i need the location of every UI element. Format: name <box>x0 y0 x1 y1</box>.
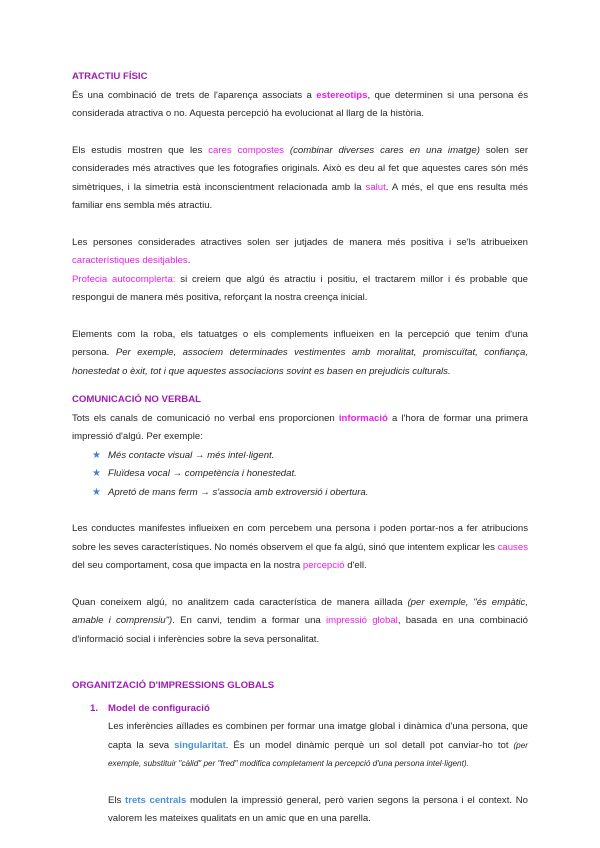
list-item <box>92 447 528 466</box>
paragraph <box>108 718 528 774</box>
highlight-term: Profecia autocomplerta: <box>72 273 176 285</box>
text: d'ell. <box>344 560 367 571</box>
highlight-term: salut <box>365 181 386 193</box>
numbered-list <box>72 700 528 829</box>
text: , que determinen si una persona és considerada atractiva o no. Aquesta percepció ha evolucionat al llarg de la història. <box>72 89 528 119</box>
highlight-term: cares compostes <box>208 144 284 156</box>
list-item <box>92 465 528 484</box>
section-heading-organitzacio: ORGANITZACIÓ D'IMPRESSIONS GLOBALS <box>72 680 275 691</box>
text: Les inferències aïllades es combinen per formar una imatge global i dinàmica d'una persona, que capta la seva <box>108 721 528 751</box>
text: . <box>187 255 191 266</box>
highlight-term: estereotips <box>316 89 368 101</box>
section-heading-atractiu: ATRACTIU FÍSIC <box>72 71 148 82</box>
paragraph <box>72 271 528 308</box>
italic-text: (combinar diverses cares en una imatge) <box>283 144 480 156</box>
text: . És un model dinàmic perquè un sol detall pot canviar-ho tot <box>225 739 514 751</box>
item-number: 1. <box>90 702 99 714</box>
bullet-list <box>72 447 528 503</box>
paragraph <box>108 792 528 829</box>
star-bullet-icon: ★ <box>92 468 101 479</box>
text: modulen la impressió general, però varien segons la persona i el context. No valorem les mateixes qualitats en un amic que en una parella. <box>108 794 528 824</box>
highlight-term: informació <box>338 412 388 424</box>
text: . A més, el que ens resulta més familiar ens sembla més atractiu. <box>72 181 528 211</box>
highlight-term: causes <box>497 541 528 553</box>
text: Quan coneixem algú, no analitzem cada característica de manera aïllada <box>72 596 408 608</box>
italic-text: Per exemple, associem determinades vestimentes amb moralitat, promiscuïtat, confiança, honestedat o èxit, tot i que aquestes associacions sovint es basen en prejudicis culturals. <box>72 347 528 377</box>
paragraph <box>72 87 528 124</box>
italic-text: (per exemple, "és empàtic, amable i comprensiu") <box>72 596 528 626</box>
text: Els estudis mostren que les <box>72 144 209 156</box>
list-item <box>92 484 528 503</box>
highlight-term: trets centrals <box>125 794 187 806</box>
text: Les persones considerades atractives solen ser jutjades de manera més positiva i se'ls atribueixen <box>72 236 528 248</box>
text: Tots els canals de comunicació no verbal ens proporcionen <box>72 412 339 424</box>
list-item-text: Fluïdesa vocal → competència i honestedat. <box>108 468 297 479</box>
paragraph <box>72 326 528 382</box>
paragraph <box>72 142 528 216</box>
highlight-term: percepció <box>302 560 345 571</box>
text: Elements com la roba, els tatuatges o els complements influeixen en la percepció que tenim d'una persona. <box>72 328 528 358</box>
highlight-term: singularitat <box>174 739 226 751</box>
text: si creiem que algú és atractiu i positiu, el tractarem millor i és probable que respongui de manera més positiva, reforçant la nostra creença inicial. <box>72 273 528 303</box>
section-heading-comunicacio: COMUNICACIÓ NO VERBAL <box>72 394 201 405</box>
star-bullet-icon: ★ <box>92 449 101 461</box>
text: a l'hora de formar una primera impressió d'algú. Per exemple: <box>72 412 528 442</box>
list-item-text: Més contacte visual → més intel·ligent. <box>108 449 275 461</box>
numbered-item-title <box>72 700 528 719</box>
document-page <box>72 68 528 829</box>
numbered-item-body <box>72 718 528 829</box>
text: És una combinació de trets de l'aparença associats a <box>72 89 317 101</box>
item-title: Model de configuració <box>108 702 210 714</box>
text: del seu comportament, cosa que impacta en la nostra <box>72 560 303 571</box>
italic-text: (per exemple, substituir "càlid" per "fred" modifica completament la percepció d'una persona intel·ligent). <box>108 740 529 768</box>
highlight-term: característiques desitjables <box>72 255 188 266</box>
text: Els <box>108 794 126 806</box>
paragraph <box>72 520 528 576</box>
star-bullet-icon: ★ <box>92 486 101 498</box>
text: Les conductes manifestes influeixen en com percebem una persona i poden portar-nos a fer atribucions sobre les seves característiques. No només observem el que fa algú, sinó que intentem explicar les <box>72 523 528 553</box>
list-item-text: Apretó de mans ferm → s'associa amb extroversió i obertura. <box>108 486 369 498</box>
paragraph <box>72 410 528 447</box>
paragraph <box>72 234 528 271</box>
text: solen ser considerades més atractives que les fotografies originals. Això es deu al fet que aquestes cares són més simètriques, i la simetria està inconscientment relacionada amb la <box>72 144 529 193</box>
highlight-term: impressió global <box>325 615 398 626</box>
text: , basada en una combinació d'informació social i inferències sobre la seva personalitat. <box>72 615 528 645</box>
text: . En canvi, tendim a formar una <box>172 615 326 626</box>
paragraph <box>72 594 528 650</box>
